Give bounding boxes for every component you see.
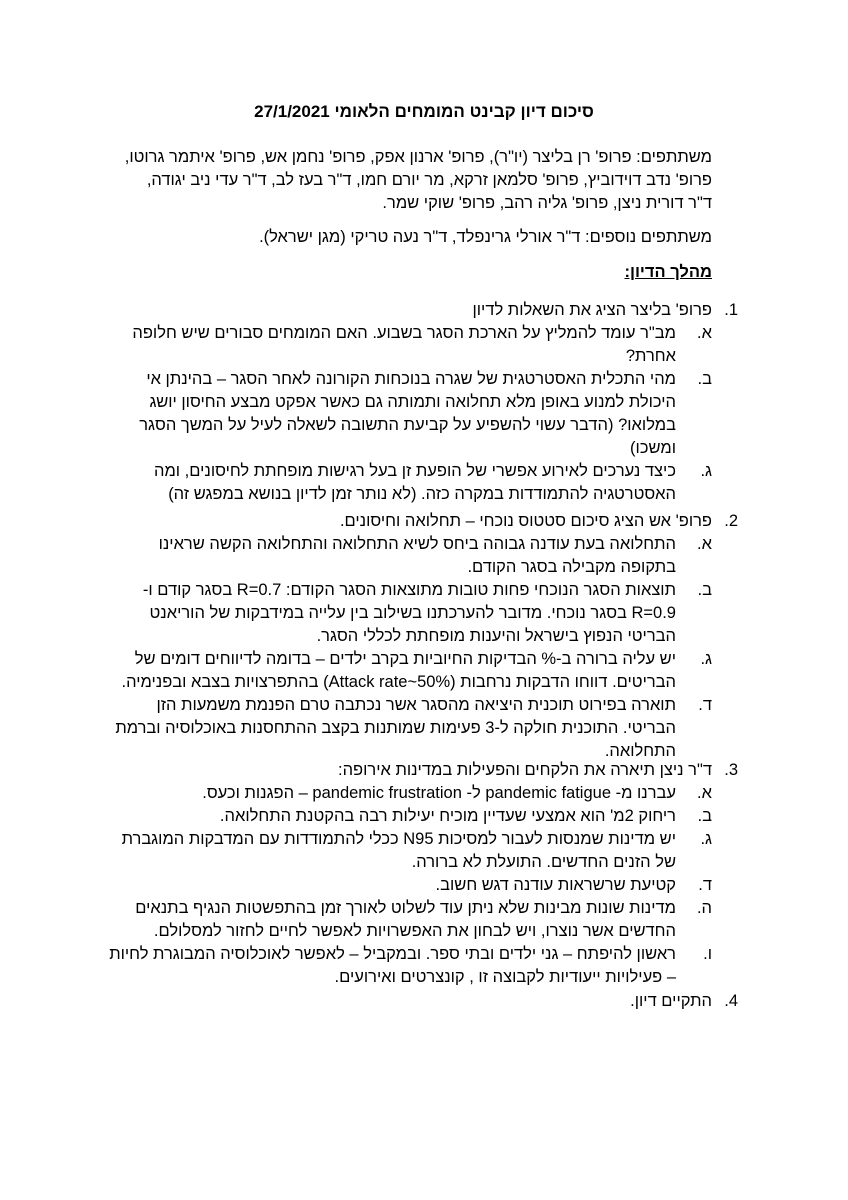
list-item — [108, 533, 712, 579]
section-number: 4. — [724, 992, 738, 1010]
item-letter: ג. — [700, 830, 712, 848]
section-4 — [108, 990, 738, 1013]
item-letter: ג. — [700, 462, 712, 480]
item-text: עברנו מ- pandemic fatigue ל- pandemic frustration – הפגנות וכעס. — [202, 784, 676, 802]
list-item — [108, 782, 712, 805]
item-letter: א. — [697, 784, 712, 802]
item-letter: ב. — [697, 581, 712, 599]
item-text: תוארה בפירוט תוכנית היציאה מהסגר אשר נכתבה טרם הפנמת משמעות הזן הבריטי. התוכנית חולקה ל-3 פעימות שמותנות בקצב ההתחסנות באוכלוסיה וברמת התחלואה. — [115, 696, 676, 760]
item-text: ראשון להיפתח – גני ילדים ובתי ספר. ובמקביל – לאפשר לאוכלוסיה המבוגרת לחיות – פעילויות ייעודיות לקבוצה זו , קונצרטים ואירועים. — [109, 945, 676, 986]
list-item — [108, 805, 712, 828]
section-text: פרופ' אש הציג סיכום סטטוס נוכחי – תחלואה וחיסונים. — [339, 512, 712, 530]
document-title: סיכום דיון קבינט המומחים הלאומי 27/1/2021 — [254, 102, 594, 121]
section-text: פרופ' בליצר הציג את השאלות לדיון — [472, 301, 712, 319]
item-text: כיצד נערכים לאירוע אפשרי של הופעת זן בעל רגישות מופחתת לחיסונים, ומה האסטרטגיה להתמודדות במקרה כזה. (לא נותר זמן לדיון בנושא במפגש זה) — [154, 462, 676, 503]
item-letter: ו. — [703, 945, 712, 963]
list-item — [108, 648, 712, 694]
section-2 — [108, 510, 738, 763]
section-heading — [108, 759, 738, 782]
section-number: 1. — [724, 301, 738, 319]
item-text: תוצאות הסגר הנוכחי פחות טובות מתוצאות הסגר הקודם: R=0.7 בסגר קודם ו- R=0.9 בסגר נוכחי. מדובר להערכתנו בשילוב בין עלייה במידבקות של הוריאנט הבריטי הנפוץ בישראל והיענות מופחתת לכללי הסגר. — [142, 581, 676, 645]
section-heading — [108, 510, 738, 533]
item-letter: ב. — [697, 807, 712, 825]
additional-participants-paragraph: משתתפים נוספים: ד"ר אורלי גרינפלד, ד"ר נעה טריקי (מגן ישראל). — [259, 228, 712, 246]
section-heading — [108, 990, 738, 1013]
section-number: 3. — [724, 761, 738, 779]
list-item — [108, 579, 712, 648]
item-letter: ד. — [698, 696, 712, 714]
item-letter: א. — [697, 535, 712, 553]
item-text: יש עליה ברורה ב-% הבדיקות החיוביות בקרב ילדים – בדומה לדיווחים דומים של הבריטים. דווחו הדבקות נרחבות (Attack rate~50%) בהתפרצויות בצבא ובפנימיה. — [121, 650, 676, 691]
item-letter: ד. — [698, 876, 712, 894]
list-item — [108, 694, 712, 763]
discussion-heading: מהלך הדיון: — [624, 263, 712, 281]
section-number: 2. — [724, 512, 738, 530]
section-3 — [108, 759, 738, 989]
item-text: מהי התכלית האסטרטגית של שגרה בנוכחות הקורונה לאחר הסגר – בהינתן אי היכולת למנוע באופן מלא תחלואה ותמותה גם כאשר אפקט מבצע החיסון יושג במלואו? (הדבר עשוי להשפיע על קביעת התשובה לשאלה לעיל על המשך הסגר ומשכו) — [139, 370, 676, 457]
section-heading — [108, 299, 738, 322]
item-text: מדינות שונות מבינות שלא ניתן עוד לשלוט לאורך זמן בהתפשטות הנגיף בתנאים החדשים אשר נוצרו, ויש לבחון את האפשרויות לאפשר לחיים לחזור למסלולם. — [135, 899, 676, 940]
list-item — [108, 368, 712, 460]
item-letter: ב. — [697, 370, 712, 388]
section-text: ד"ר ניצן תיארה את הלקחים והפעילות במדינות אירופה: — [338, 761, 712, 779]
list-item — [108, 943, 712, 989]
list-item — [108, 322, 712, 368]
item-text: קטיעת שרשראות עודנה דגש חשוב. — [435, 876, 676, 894]
section-text: התקיים דיון. — [630, 992, 712, 1010]
item-letter: ג. — [700, 650, 712, 668]
item-text: מב"ר עומד להמליץ על הארכת הסגר בשבוע. האם המומחים סבורים שיש חלופה אחרת? — [132, 324, 676, 365]
list-item — [108, 828, 712, 874]
item-text: יש מדינות שמנסות לעבור למסיכות N95 ככלי להתמודדות עם המדבקות המוגברת של הזנים החדשים. התועלת לא ברורה. — [121, 830, 676, 871]
item-text: התחלואה בעת עודנה גבוהה ביחס לשיא התחלואה והתחלואה הקשה שראינו בתקופה מקבילה בסגר הקודם. — [158, 535, 676, 576]
list-item — [108, 897, 712, 943]
list-item — [108, 460, 712, 506]
item-letter: א. — [697, 324, 712, 342]
item-letter: ה. — [696, 899, 712, 917]
participants-paragraph: משתתפים: פרופ' רן בליצר (יו"ר), פרופ' ארנון אפק, פרופ' נחמן אש, פרופ' איתמר גרוטו, פרופ' נדב דוידוביץ, פרופ' סלמאן זרקא, מר יורם חמו, ד"ר בעז לב, ד"ר עדי ניב יגודה, ד"ר דורית ניצן, פרופ' גליה רהב, פרופ' שוקי שמר. — [124, 148, 712, 212]
list-item — [108, 874, 712, 897]
section-1 — [108, 299, 738, 506]
item-text: ריחוק 2מ' הוא אמצעי שעדיין מוכיח יעילות רבה בהקטנת התחלואה. — [219, 807, 676, 825]
